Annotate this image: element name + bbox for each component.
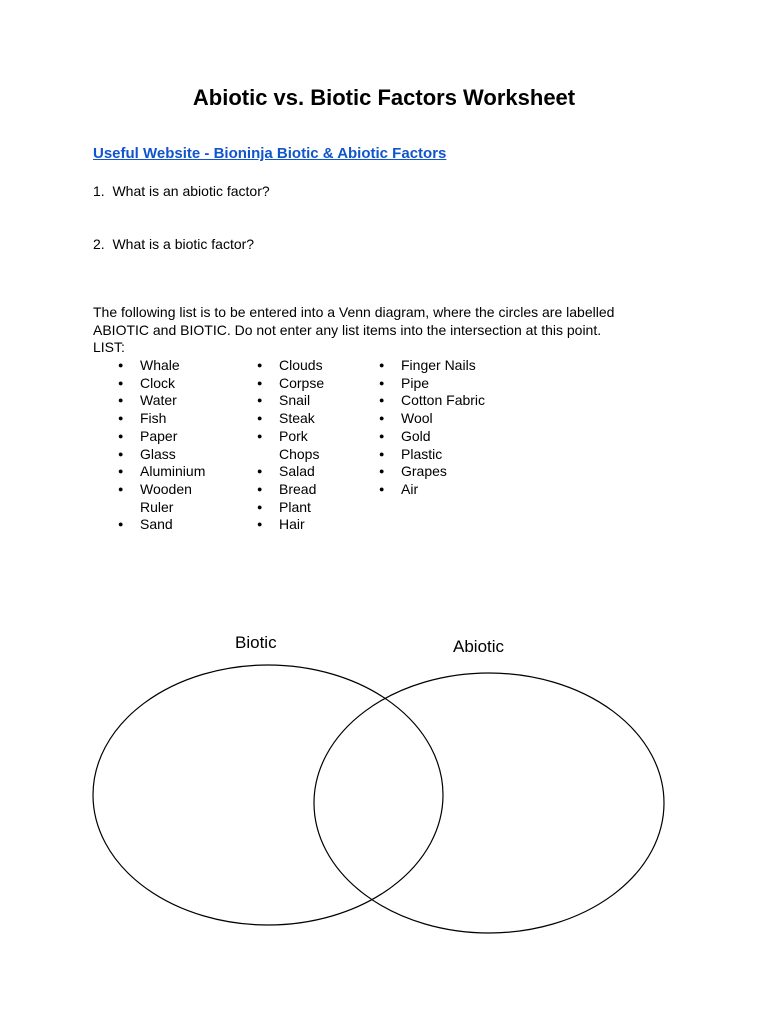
list-item: ● Plant [257, 499, 329, 517]
list-item: ● Clouds [257, 357, 329, 375]
question-biotic-factor: 2. What is a biotic factor? [93, 236, 255, 252]
list-item: ● Hair [257, 516, 329, 534]
venn-circle-abiotic [314, 673, 664, 933]
list-item: ● Air [379, 481, 539, 499]
list-item: ● Water [118, 392, 238, 410]
list-item: ● Finger Nails [379, 357, 539, 375]
list-item: ● Pork Chops [257, 428, 329, 463]
item-list-column-2 [257, 357, 329, 534]
list-item: ● Glass [118, 446, 238, 464]
instructions [93, 304, 653, 357]
venn-label-biotic: Biotic [235, 633, 277, 652]
venn-circle-biotic [93, 665, 443, 925]
venn-diagram [80, 620, 680, 950]
list-item: ● Bread [257, 481, 329, 499]
list-item: ● Whale [118, 357, 238, 375]
list-item: ● Aluminium [118, 463, 238, 481]
list-item: ● Corpse [257, 375, 329, 393]
list-item: ● Salad [257, 463, 329, 481]
list-item: ● Steak [257, 410, 329, 428]
instructions-line-1: The following list is to be entered into a Venn diagram, where the circles are labelled [93, 304, 615, 320]
list-item: ● Plastic [379, 446, 539, 464]
venn-label-abiotic: Abiotic [453, 637, 505, 656]
question-abiotic-factor: 1. What is an abiotic factor? [93, 183, 270, 199]
worksheet-title: Abiotic vs. Biotic Factors Worksheet [192, 85, 576, 110]
list-item: ● Paper [118, 428, 238, 446]
item-list-column-3 [379, 357, 539, 499]
list-item: ● Snail [257, 392, 329, 410]
list-item: ● Gold [379, 428, 539, 446]
list-item: ● Wooden Ruler [118, 481, 200, 516]
list-item: ● Sand [118, 516, 238, 534]
list-item: ● Grapes [379, 463, 539, 481]
list-item: ● Clock [118, 375, 238, 393]
list-item: ● Cotton Fabric [379, 392, 539, 410]
item-list-column-1 [118, 357, 238, 534]
list-item: ● Pipe [379, 375, 539, 393]
list-item: ● Fish [118, 410, 238, 428]
bioninja-link[interactable]: Useful Website - Bioninja Biotic & Abiotic Factors [93, 145, 447, 162]
instructions-line-2: ABIOTIC and BIOTIC. Do not enter any list items into the intersection at this point. [93, 321, 602, 338]
list-item: ● Wool [379, 410, 539, 428]
list-heading: LIST: [93, 339, 125, 355]
